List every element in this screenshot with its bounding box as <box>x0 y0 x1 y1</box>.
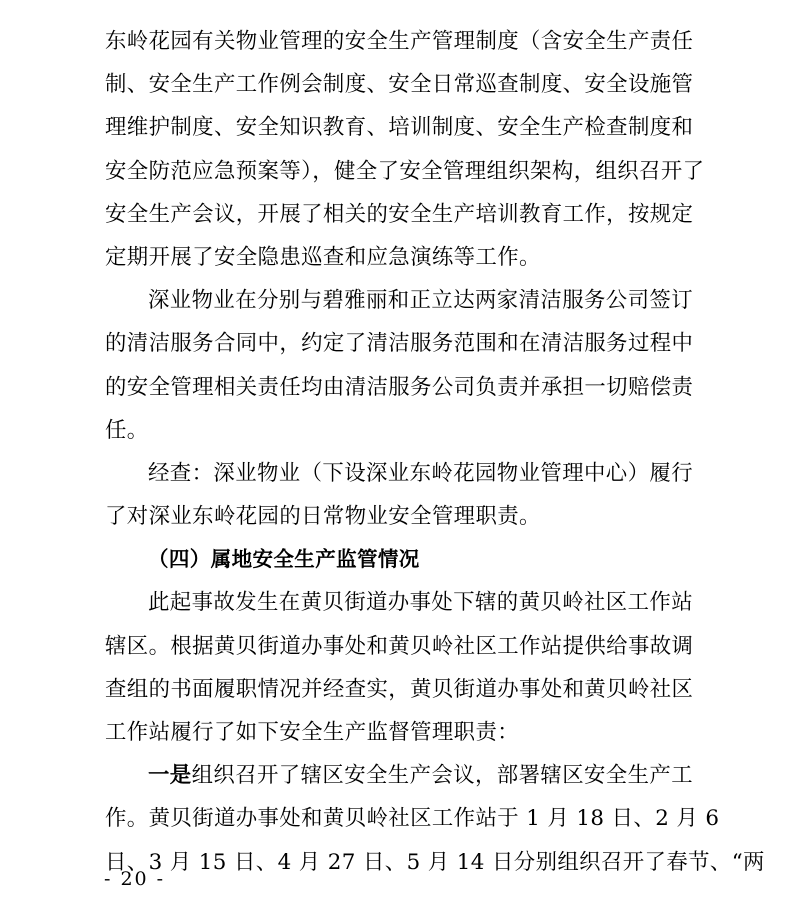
text-line: 安全生产会议，开展了相关的安全生产培训教育工作，按规定 <box>105 201 694 227</box>
text-line: 深业物业在分别与碧雅丽和正立达两家清洁服务公司签订 <box>148 288 693 314</box>
paragraph-4 <box>105 581 693 754</box>
text-line: 辖区。根据黄贝街道办事处和黄贝岭社区工作站提供给事故调 <box>105 633 694 659</box>
section-heading <box>105 538 693 581</box>
lead-line-rest: 组织召开了辖区安全生产会议，部署辖区安全生产工 <box>191 763 693 789</box>
text-line: 任。 <box>105 417 149 443</box>
paragraph-3 <box>105 452 693 538</box>
text-line: 作。黄贝街道办事处和黄贝岭社区工作站于 1 月 18 日、2 月 6 <box>105 806 720 832</box>
text-line: 经查：深业物业（下设深业东岭花园物业管理中心）履行 <box>148 460 693 486</box>
text-line: 查组的书面履职情况并经查实，黄贝街道办事处和黄贝岭社区 <box>105 676 694 702</box>
lead-phrase: 一是 <box>148 763 192 789</box>
text-line: 的安全管理相关责任均由清洁服务公司负责并承担一切赔偿责 <box>105 374 694 400</box>
text-line <box>105 754 693 797</box>
text-line: 日、3 月 15 日、4 月 27 日、5 月 14 日分别组织召开了春节、“两 <box>105 849 765 875</box>
text-line: 工作站履行了如下安全生产监督管理职责： <box>105 720 520 745</box>
paragraph-1 <box>105 20 705 279</box>
text-line: 安全防范应急预案等），健全了安全管理组织架构，组织召开了 <box>105 158 705 184</box>
text-line: 的清洁服务合同中，约定了清洁服务范围和在清洁服务过程中 <box>105 331 694 357</box>
text-line: 制、安全生产工作例会制度、安全日常巡查制度、安全设施管 <box>105 72 694 98</box>
text-line: 理维护制度、安全知识教育、培训制度、安全生产检查制度和 <box>105 115 694 141</box>
section-heading-text: （四）属地安全生产监管情况 <box>148 547 420 572</box>
text-line: 了对深业东岭花园的日常物业安全管理职责。 <box>105 504 541 530</box>
page-number: - 20 - <box>104 868 166 890</box>
text-line: 定期开展了安全隐患巡查和应急演练等工作。 <box>105 244 541 270</box>
text-line: 东岭花园有关物业管理的安全生产管理制度（含安全生产责任 <box>105 29 694 54</box>
text-line: 此起事故发生在黄贝街道办事处下辖的黄贝岭社区工作站 <box>148 590 693 616</box>
paragraph-2 <box>105 279 693 452</box>
document-body <box>105 20 765 884</box>
paragraph-5 <box>105 754 765 884</box>
